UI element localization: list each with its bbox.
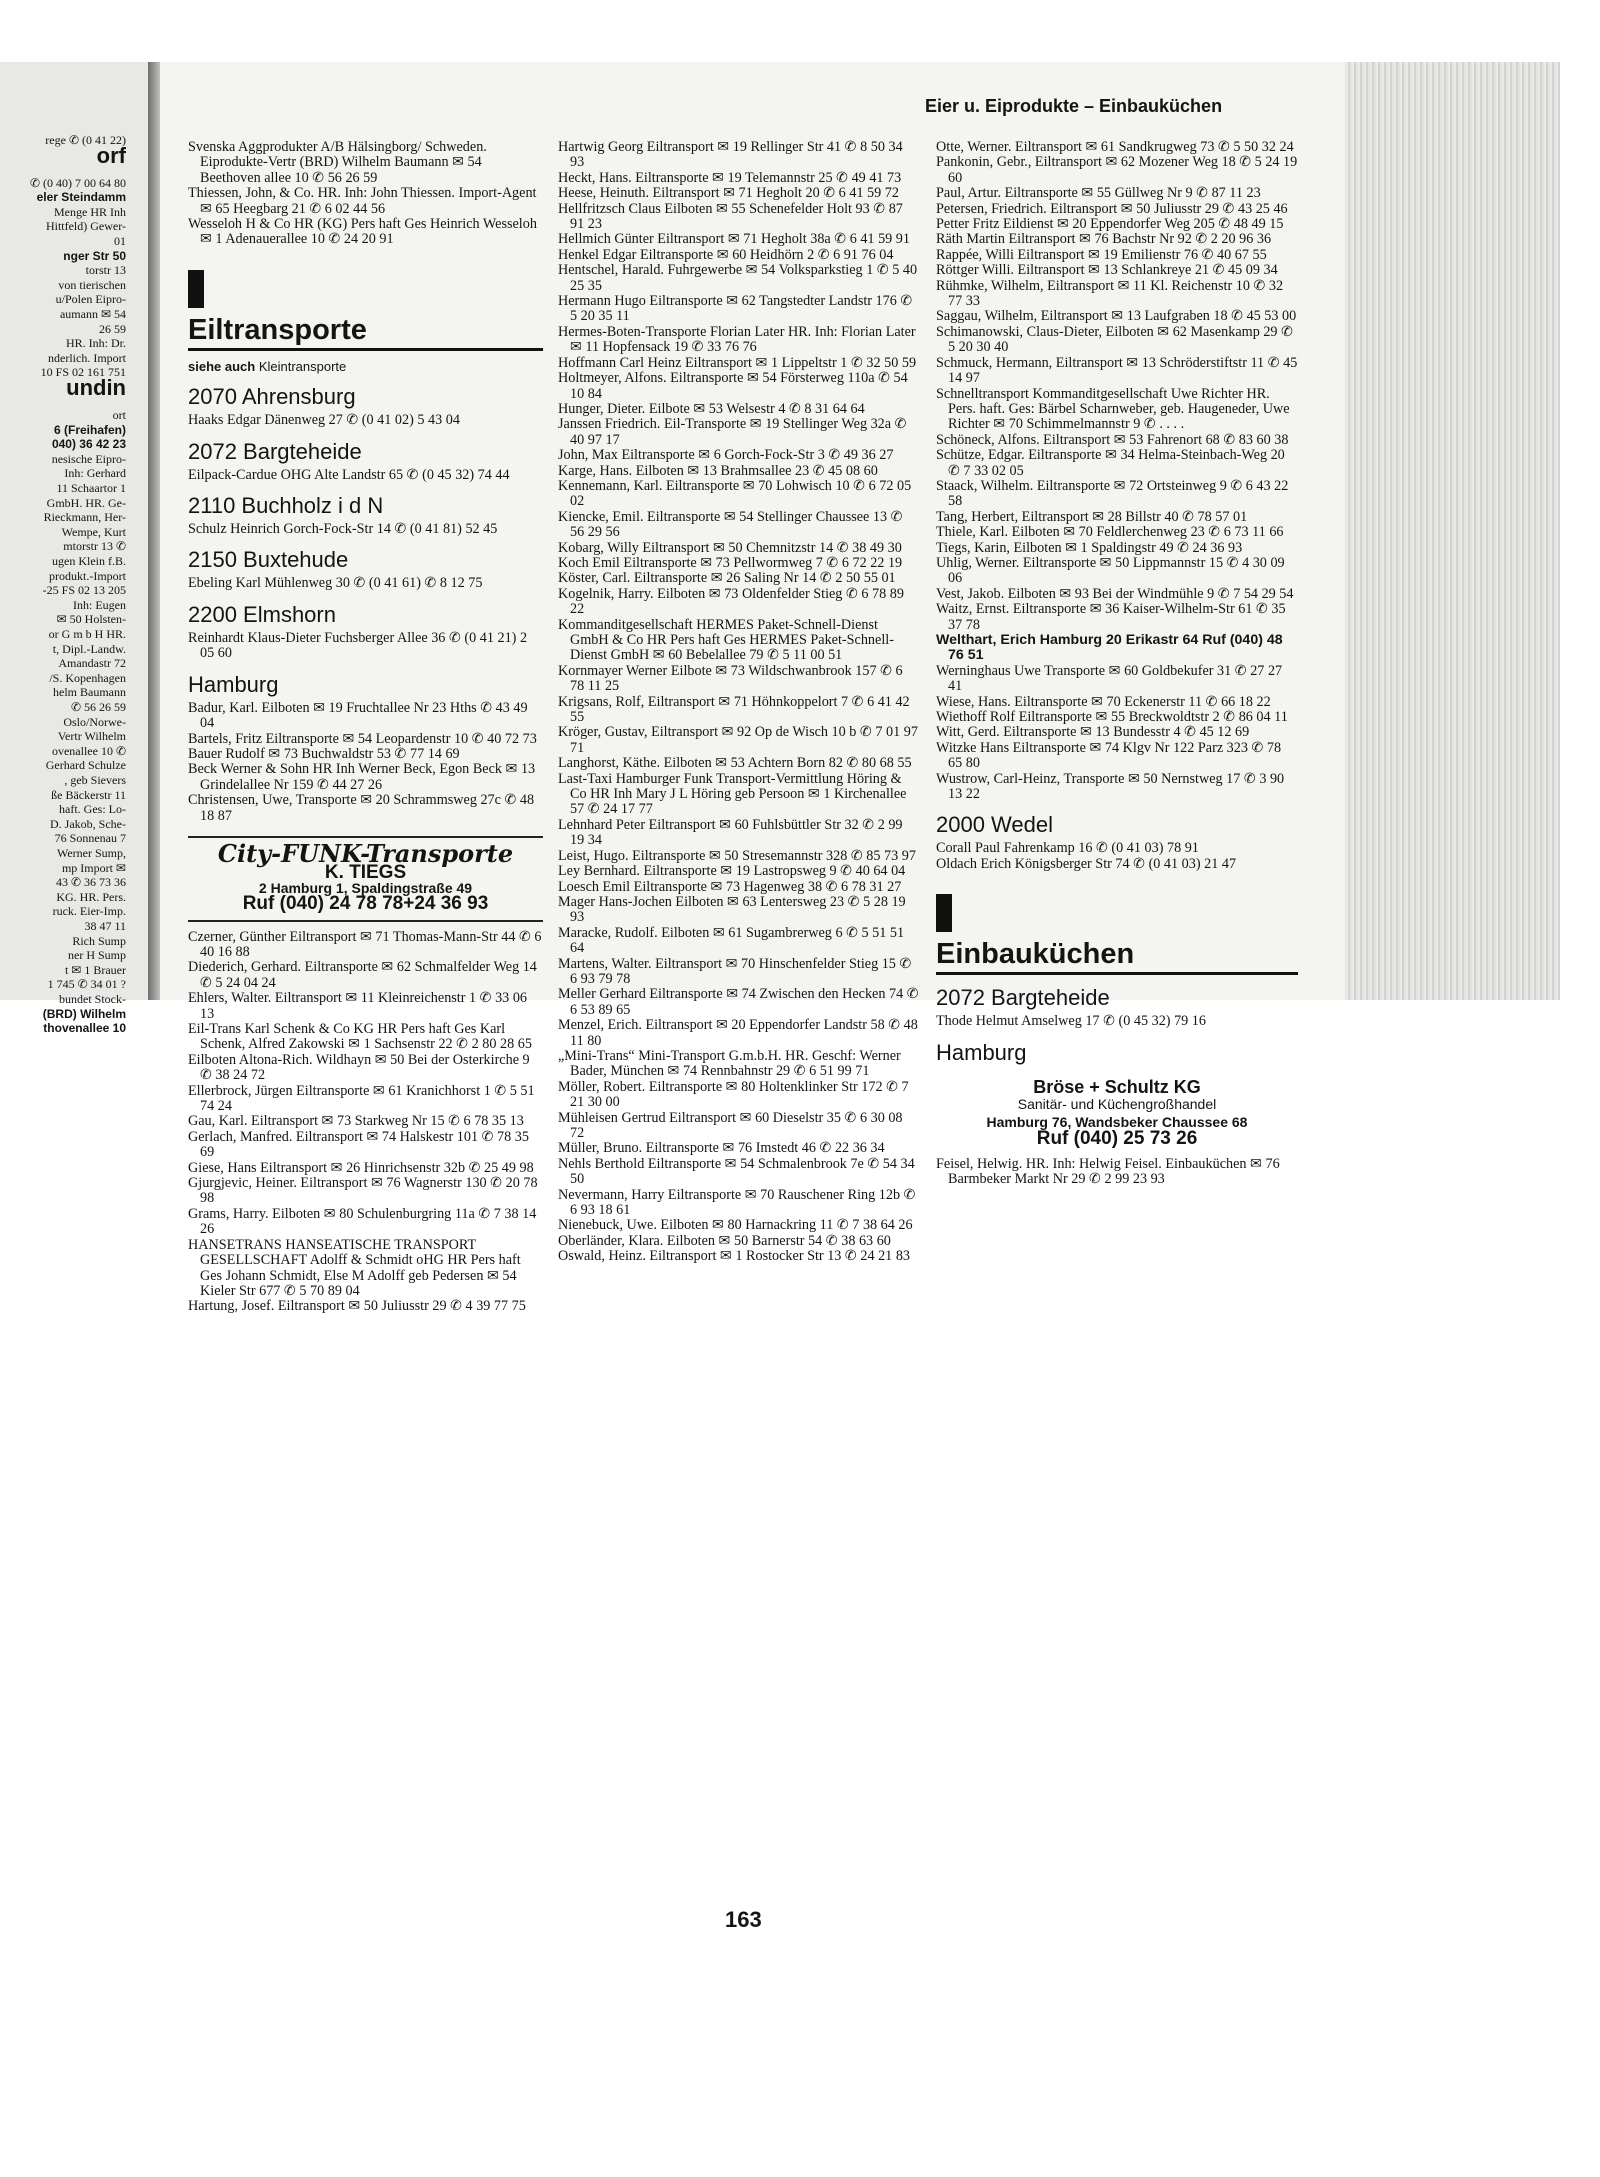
listing-entry: Corall Paul Fahrenkamp 16 ✆ (0 41 03) 78 91 <box>936 840 1199 857</box>
left-page-fragment: nderlich. Import <box>48 350 126 365</box>
listing-entry: Grams, Harry. Eilboten ✉ 80 Schulenburgring 11a ✆ 7 38 14 26 <box>188 1205 537 1238</box>
listing-entry: Kiencke, Emil. Eiltransporte ✉ 54 Stellinger Chaussee 13 ✆ 56 29 56 <box>558 508 903 541</box>
left-page-fragment: , geb Sievers <box>64 773 126 787</box>
left-page-fragment: ner H Sump <box>68 948 126 963</box>
listing-entry: Kröger, Gustav, Eiltransport ✉ 92 Op de Wisch 10 b ✆ 7 01 97 71 <box>558 724 918 756</box>
listing-entry: Feisel, Helwig. HR. Inh: Helwig Feisel. Einbauküchen ✉ 76 Barmbeker Markt Nr 29 ✆ 2 99 23 93 <box>936 1155 1280 1187</box>
left-page-fragment: or G m b H HR. <box>48 627 126 641</box>
entries-after-ad <box>188 930 543 1315</box>
listing-entry: Ehlers, Walter. Eiltransport ✉ 11 Kleinreichenstr 1 ✆ 33 06 13 <box>188 990 528 1022</box>
column-2 <box>558 140 920 1265</box>
city-heading: 2110 Buchholz i d N <box>188 493 384 519</box>
left-page-fragment: Vertr Wilhelm <box>57 729 126 744</box>
left-page-fragment: /S. Kopenhagen <box>49 670 126 685</box>
left-page-fragment: 26 59 <box>99 321 126 336</box>
listing-entry: Witt, Gerd. Eiltransporte ✉ 13 Bundesstr 4 ✆ 45 12 69 <box>936 724 1250 741</box>
page-number: 163 <box>725 1907 762 1932</box>
see-also-prefix: siehe auch <box>188 358 256 374</box>
listing-entry: Nevermann, Harry Eiltransporte ✉ 70 Rauschener Ring 12b ✆ 6 93 18 61 <box>558 1186 916 1219</box>
left-page-fragment: produkt.-Import <box>49 568 126 583</box>
left-page-fragment: ✆ 56 26 59 <box>70 700 126 714</box>
left-page-fragment: ort <box>112 408 126 422</box>
listing-entry: Möller, Robert. Eiltransporte ✉ 80 Holtenklinker Str 172 ✆ 7 21 30 00 <box>558 1078 909 1111</box>
left-page-fragment: GmbH. HR. Ge- <box>46 495 126 510</box>
left-page-fragment: KG. HR. Pers. <box>56 889 126 904</box>
listing-entry: Müller, Bruno. Eiltransporte ✉ 76 Imstedt 46 ✆ 22 36 34 <box>558 1140 885 1157</box>
left-page-fragment: Hittfeld) Gewer- <box>45 219 126 234</box>
city-heading: Hamburg <box>188 671 279 697</box>
listing-entry: Wiethoff Rolf Eiltransporte ✉ 55 Breckwoldtstr 2 ✆ 86 04 11 <box>936 709 1288 726</box>
listing-entry: Räth Martin Eiltransport ✉ 76 Bachstr Nr 92 ✆ 2 20 96 36 <box>936 231 1272 248</box>
left-page-fragment: Oslo/Norwe- <box>63 714 126 729</box>
listing-entry: Heese, Heinuth. Eiltransport ✉ 71 Hegholt 20 ✆ 6 41 59 72 <box>558 185 899 202</box>
column-3 <box>936 140 1298 1187</box>
ad-company: K. TIEGS <box>324 862 407 884</box>
listing-entry: Schöneck, Alfons. Eiltransport ✉ 53 Fahrenort 68 ✆ 83 60 38 <box>936 431 1289 448</box>
left-page <box>0 62 150 1036</box>
left-page-fragment: ovenallee 10 ✆ <box>51 743 126 758</box>
listing-entry: Reinhardt Klaus-Dieter Fuchsberger Allee 36 ✆ (0 41 21) 2 05 60 <box>188 629 528 662</box>
section-title: Eiltransporte <box>188 313 367 346</box>
listing-entry: Thode Helmut Amselweg 17 ✆ (0 45 32) 79 16 <box>936 1013 1206 1030</box>
section-eiltransporte <box>188 270 543 374</box>
bold-listing: Welthart, Erich Hamburg 20 Erikastr 64 Ruf (040) 48 76 51 <box>936 632 1283 664</box>
see-also-link[interactable]: Kleintransporte <box>258 358 347 374</box>
intro-entries <box>188 140 543 248</box>
left-page-fragment: Menge HR Inh <box>54 204 126 219</box>
ad-logo: City-FUNK-Transporte <box>217 838 514 868</box>
listing-entry: Henkel Edgar Eiltransporte ✉ 60 Heidhörn 2 ✆ 6 91 76 04 <box>558 246 894 263</box>
listing-entry: Vest, Jakob. Eilboten ✉ 93 Bei der Windmühle 9 ✆ 7 54 29 54 <box>936 585 1294 602</box>
listing-entry: Hermann Hugo Eiltransporte ✉ 62 Tangstedter Landstr 176 ✆ 5 20 35 11 <box>558 293 913 325</box>
column-2-entries <box>558 140 920 1265</box>
listing-entry: Otte, Werner. Eiltransport ✉ 61 Sandkrugweg 73 ✆ 5 50 32 24 <box>936 139 1294 155</box>
listing-entry: Hellmich Günter Eiltransport ✉ 71 Hegholt 38a ✆ 6 41 59 91 <box>558 231 910 248</box>
left-page-fragment: t, Dipl.-Landw. <box>52 641 126 656</box>
listing-entry: Heckt, Hans. Eiltransporte ✉ 19 Telemannstr 25 ✆ 49 41 73 <box>558 169 902 186</box>
left-page-fragment: rege ✆ (0 41 22) <box>45 133 126 147</box>
listing-entry: Koch Emil Eiltransporte ✉ 73 Pellwormweg 7 ✆ 6 72 22 19 <box>558 554 903 571</box>
advertisement-tiegs <box>188 836 543 922</box>
ad-address: 2 Hamburg 1, Spaldingstraße 49 <box>258 879 473 896</box>
listing-entry: Diederich, Gerhard. Eiltransporte ✉ 62 Schmalfelder Weg 14 ✆ 5 24 04 24 <box>188 959 537 991</box>
section-title: Einbauküchen <box>936 938 1135 971</box>
section-marker <box>188 270 204 308</box>
left-page-fragment: eler Steindamm <box>36 190 126 205</box>
listing-entry: Badur, Karl. Eilboten ✉ 19 Fruchtallee Nr 23 Hths ✆ 43 49 04 <box>188 699 528 732</box>
city-heading-bargteheide: 2072 Bargteheide <box>936 985 1110 1011</box>
city-heading: 2150 Buxtehude <box>188 547 349 573</box>
city-heading: 2070 Ahrensburg <box>188 384 356 410</box>
listing-entry: Röttger Willi. Eiltransport ✉ 13 Schlankreye 21 ✆ 45 09 34 <box>936 262 1278 279</box>
left-page-fragment: mp Import ✉ <box>61 860 126 875</box>
left-page-fragment: HR. Inh: Dr. <box>66 336 126 351</box>
city-heading-wedel: 2000 Wedel <box>936 812 1054 838</box>
wedel-entries <box>936 841 1298 872</box>
left-page-fragment: 38 47 11 <box>84 919 126 933</box>
left-page-fragment: Gerhard Schulze <box>45 758 126 773</box>
ad-phone: Ruf (040) 24 78 78+24 36 93 <box>242 893 489 915</box>
listing-entry: John, Max Eiltransporte ✉ 6 Gorch-Fock-Str 3 ✆ 49 36 27 <box>558 447 894 464</box>
listing-entry: Kornmayer Werner Eilbote ✉ 73 Wildschwanbrook 157 ✆ 6 78 11 25 <box>558 662 903 695</box>
listing-entry: Tang, Herbert, Eiltransport ✉ 28 Billstr 40 ✆ 78 57 01 <box>936 508 1248 525</box>
listing-entry: Petter Fritz Eildienst ✉ 20 Eppendorfer Weg 205 ✆ 48 49 15 <box>936 216 1284 233</box>
listing-entry: Haaks Edgar Dänenweg 27 ✆ (0 41 02) 5 43 04 <box>188 412 460 429</box>
left-page-fragment: 01 <box>114 234 126 248</box>
left-page-fragment: bundet Stock- <box>59 992 126 1006</box>
city-heading-hamburg: Hamburg <box>936 1039 1027 1065</box>
listing-entry: Krigsans, Rolf, Eiltransport ✉ 71 Höhnkoppelort 7 ✆ 6 41 42 55 <box>558 693 910 726</box>
listing-entry: Waitz, Ernst. Eiltransporte ✉ 36 Kaiser-Wilhelm-Str 61 ✆ 35 37 78 <box>936 601 1286 633</box>
listing-entry: Schmuck, Hermann, Eiltransport ✉ 13 Schröderstiftstr 11 ✆ 45 14 97 <box>936 354 1298 387</box>
left-page-fragment: (BRD) Wilhelm <box>42 1006 126 1021</box>
advertisement-broese <box>936 1076 1298 1151</box>
left-page-fragment: Rieckmann, Her- <box>43 510 126 525</box>
listing-entry: Christensen, Uwe, Transporte ✉ 20 Schrammsweg 27c ✆ 48 18 87 <box>188 792 535 824</box>
left-page-fragment: Rich Sump <box>72 933 126 948</box>
left-page-fragment: u/Polen Eipro- <box>55 292 126 307</box>
left-page-fragment: Amandastr 72 <box>58 656 126 671</box>
section-rule <box>936 972 1298 975</box>
city-heading: 2200 Elmshorn <box>188 601 336 627</box>
listing-entry: Staack, Wilhelm. Eiltransporte ✉ 72 Ortsteinweg 9 ✆ 6 43 22 58 <box>936 477 1289 510</box>
left-page-fragment: torstr 13 <box>85 263 126 278</box>
listing-entry: Wustrow, Carl-Heinz, Transporte ✉ 50 Nernstweg 17 ✆ 3 90 13 22 <box>936 770 1285 803</box>
listing-entry: Wesseloh H & Co HR (KG) Pers haft Ges Heinrich Wesseloh ✉ 1 Adenauerallee 10 ✆ 24 20 91 <box>188 216 537 248</box>
left-page-fragment: mtorstr 13 ✆ <box>63 539 126 554</box>
listing-entry: Hartung, Josef. Eiltransport ✉ 50 Juliusstr 29 ✆ 4 39 77 75 <box>188 1298 526 1315</box>
section-rule <box>188 348 543 351</box>
page-stack-edge <box>1345 62 1560 1000</box>
running-head: Eier u. Eiprodukte – Einbauküchen <box>925 96 1223 116</box>
left-page-fragment: Inh: Gerhard <box>64 466 126 481</box>
listing-entry: Eilboten Altona-Rich. Wildhayn ✉ 50 Bei der Osterkirche 9 ✆ 38 24 72 <box>188 1051 530 1084</box>
left-page-fragment: nesische Eipro- <box>51 451 126 466</box>
listing-entry: Schütze, Edgar. Eiltransporte ✉ 34 Helma-Steinbach-Weg 20 ✆ 7 33 02 05 <box>936 447 1285 479</box>
left-page-fragment: t ✉ 1 Brauer <box>64 962 126 977</box>
listing-entry: Mager Hans-Jochen Eilboten ✉ 63 Lentersweg 23 ✆ 5 28 19 93 <box>558 893 906 926</box>
left-page-fragment: haft. Ges: Lo- <box>59 802 126 817</box>
left-page-fragment: aumann ✉ 54 <box>59 307 126 321</box>
left-page-fragment: nger Str 50 <box>63 248 126 263</box>
listing-entry: Nienebuck, Uwe. Eilboten ✉ 80 Harnackring 11 ✆ 7 38 64 26 <box>558 1217 913 1234</box>
listing-entry: Mühleisen Gertrud Eiltransport ✉ 60 Dieselstr 35 ✆ 6 30 08 72 <box>558 1109 903 1141</box>
ad-line-1: Sanitär- und Küchengroßhandel <box>1017 1096 1217 1113</box>
listing-entry: Hellfritzsch Claus Eilboten ✉ 55 Schenefelder Holt 93 ✆ 87 91 23 <box>558 200 903 233</box>
column-3-entries <box>936 140 1298 633</box>
left-page-fragment: 10 FS 02 161 751 <box>40 365 126 380</box>
listing-entry: Gerlach, Manfred. Eiltransport ✉ 74 Halskestr 101 ✆ 78 35 69 <box>188 1128 529 1161</box>
listing-entry: Thiele, Karl. Eilboten ✉ 70 Feldlerchenweg 23 ✆ 6 73 11 66 <box>936 524 1284 541</box>
listing-entry: Ley Bernhard. Eiltransporte ✉ 19 Lastropsweg 9 ✆ 40 64 04 <box>558 863 906 880</box>
listing-entry: Last-Taxi Hamburger Funk Transport-Vermittlung Höring & Co HR Inh Mary J L Höring geb Persoon ✉ 1 Kirchenallee 57 ✆ 24 17 77 <box>558 770 907 818</box>
listing-entry: Hermes-Boten-Transporte Florian Later HR. Inh: Florian Later ✉ 11 Hopfensack 19 ✆ 33 76 76 <box>558 323 916 356</box>
left-page-fragment: ugen Klein f.B. <box>52 554 126 568</box>
listing-entry: Uhlig, Werner. Eiltransporte ✉ 50 Lippmannstr 15 ✆ 4 30 09 06 <box>936 554 1285 587</box>
listing-entry: Giese, Hans Eiltransport ✉ 26 Hinrichsenstr 32b ✆ 25 49 98 <box>188 1159 534 1176</box>
listing-entry: Rappée, Willi Eiltransport ✉ 19 Emilienstr 76 ✆ 40 67 55 <box>936 246 1267 263</box>
section-einbaukuechen <box>936 894 1298 975</box>
ad-company: Bröse + Schultz KG <box>1033 1076 1201 1097</box>
left-page-fragment: undin <box>66 375 126 400</box>
listing-entry: Oldach Erich Königsberger Str 74 ✆ (0 41 03) 21 47 <box>936 855 1237 872</box>
listing-entry: Paul, Artur. Eiltransporte ✉ 55 Güllweg Nr 9 ✆ 87 11 23 <box>936 185 1261 202</box>
left-page-fragment: 43 ✆ 36 73 36 <box>55 875 126 890</box>
listing-entry: Maracke, Rudolf. Eilboten ✉ 61 Sugambrerweg 6 ✆ 5 51 51 64 <box>558 924 905 957</box>
listing-entry: Oswald, Heinz. Eiltransport ✉ 1 Rostocker Str 13 ✆ 24 21 83 <box>558 1248 911 1265</box>
listing-entry: Köster, Carl. Eiltransporte ✉ 26 Saling Nr 14 ✆ 2 50 55 01 <box>558 570 896 587</box>
listing-entry: Nehls Berthold Eiltransporte ✉ 54 Schmalenbrook 7e ✆ 54 34 50 <box>558 1155 915 1188</box>
listing-entry: Menzel, Erich. Eiltransport ✉ 20 Eppendorfer Landstr 58 ✆ 48 11 80 <box>558 1017 918 1049</box>
left-page-fragment: Werner Sump, <box>56 846 126 860</box>
left-page-fragment: ✆ (0 40) 7 00 64 80 <box>29 175 126 190</box>
listing-entry: Oberländer, Klara. Eilboten ✉ 50 Barnerstr 54 ✆ 38 63 60 <box>558 1232 891 1249</box>
listing-entry: Saggau, Wilhelm, Eiltransport ✉ 13 Laufgraben 18 ✆ 45 53 00 <box>936 308 1297 325</box>
left-page-fragment: ße Bäckerstr 11 <box>51 787 126 802</box>
listing-entry: Kommanditgesellschaft HERMES Paket-Schnell-Dienst GmbH & Co HR Pers haft Ges HERMES Paket-Schnell-Dienst GmbH ✉ 60 Bebelallee 79 ✆ 5 11 00 51 <box>558 616 894 664</box>
section-marker <box>936 894 952 932</box>
listing-entry: Witzke Hans Eiltransporte ✉ 74 Klgv Nr 122 Parz 323 ✆ 78 65 80 <box>936 739 1282 772</box>
listing-entry: Hartwig Georg Eiltransport ✉ 19 Rellinger Str 41 ✆ 8 50 34 93 <box>558 139 903 171</box>
left-page-fragment: 76 Sonnenau 7 <box>54 831 126 846</box>
left-page-fragment: Inh: Eugen <box>73 597 126 612</box>
left-page-fragment: -25 FS 02 13 205 <box>42 583 126 598</box>
left-page-fragment: ruck. Eier-Imp. <box>52 904 126 919</box>
column-1 <box>188 140 543 1315</box>
left-page-fragment: helm Baumann <box>53 685 126 700</box>
left-page-fragment: 6 (Freihafen) <box>53 422 126 437</box>
left-page-fragment: 040) 36 42 23 <box>51 437 126 452</box>
listing-entry: Wiese, Hans. Eiltransporte ✉ 70 Eckenerstr 11 ✆ 66 18 22 <box>936 693 1271 710</box>
listing-entry: Ellerbrock, Jürgen Eiltransporte ✉ 61 Kranichhorst 1 ✆ 5 51 74 24 <box>188 1082 535 1115</box>
left-page-fragment: Wempe, Kurt <box>61 524 126 539</box>
listing-entry: Langhorst, Käthe. Eilboten ✉ 53 Achtern Born 82 ✆ 80 68 55 <box>558 755 912 772</box>
see-also <box>188 359 543 374</box>
listing-entry: Loesch Emil Eiltransporte ✉ 73 Hagenweg 38 ✆ 6 78 31 27 <box>558 878 902 895</box>
left-page-fragment: 1 745 ✆ 34 01 ? <box>47 977 126 992</box>
listing-entry: Lehnhard Peter Eiltransport ✉ 60 Fuhlsbüttler Str 32 ✆ 2 99 19 34 <box>558 816 903 849</box>
listing-entry: Eilpack-Cardue OHG Alte Landstr 65 ✆ (0 45 32) 74 44 <box>188 466 510 483</box>
ad-phone: Ruf (040) 25 73 26 <box>1036 1128 1198 1150</box>
listing-entry: Werninghaus Uwe Transporte ✉ 60 Goldbekufer 31 ✆ 27 27 41 <box>936 662 1283 695</box>
listing-entry: Hunger, Dieter. Eilbote ✉ 53 Welsestr 4 ✆ 8 31 64 64 <box>558 400 865 417</box>
listing-entry: Tiegs, Karin, Eilboten ✉ 1 Spaldingstr 49 ✆ 24 36 93 <box>936 539 1243 556</box>
left-page-fragment: orf <box>96 142 126 168</box>
listing-entry: Gjurgjevic, Heiner. Eiltransport ✉ 76 Wagnerstr 130 ✆ 20 78 98 <box>188 1175 538 1207</box>
listing-entry: Leist, Hugo. Eiltransporte ✉ 50 Stresemannstr 328 ✆ 85 73 97 <box>558 847 916 864</box>
listing-entry: Kobarg, Willy Eiltransport ✉ 50 Chemnitzstr 14 ✆ 38 49 30 <box>558 539 902 556</box>
listing-entry: Schnelltransport Kommanditgesellschaft Uwe Richter HR. Pers. haft. Ges: Bärbel Scharnweber, geb. Haugeneder, Uwe Richter ✉ 70 Schimmelmannstr 9 ✆ . . . . <box>936 385 1290 433</box>
listing-entry: Petersen, Friedrich. Eiltransport ✉ 50 Juliusstr 29 ✆ 43 25 46 <box>936 200 1288 217</box>
left-page-fragment: D. Jakob, Sche- <box>50 816 126 831</box>
listing-entry: Bauer Rudolf ✉ 73 Buchwaldstr 53 ✆ 77 14 69 <box>188 745 460 762</box>
listing-entry: Karge, Hans. Eilboten ✉ 13 Brahmsallee 23 ✆ 45 08 60 <box>558 462 878 479</box>
listing-entry: Ebeling Karl Mühlenweg 30 ✆ (0 41 61) ✆ 8 12 75 <box>188 575 483 592</box>
left-page-fragment: von tierischen <box>58 277 126 292</box>
listing-entry: Schimanowski, Claus-Dieter, Eilboten ✉ 62 Masenkamp 29 ✆ 5 20 30 40 <box>936 323 1293 356</box>
bargteheide-entries <box>936 1014 1298 1029</box>
listing-entry: Kennemann, Karl. Eiltransporte ✉ 70 Lohwisch 10 ✆ 6 72 05 02 <box>558 477 912 510</box>
listing-entry: Thiessen, John, & Co. HR. Inh: John Thiessen. Import-Agent ✉ 65 Heegbarg 21 ✆ 6 02 44 56 <box>188 185 537 217</box>
city-heading: 2072 Bargteheide <box>188 438 362 464</box>
listing-entry: Kogelnik, Harry. Eilboten ✉ 73 Oldenfelder Stieg ✆ 6 78 89 22 <box>558 585 904 618</box>
listing-entry: Czerner, Günther Eiltransport ✉ 71 Thomas-Mann-Str 44 ✆ 6 40 16 88 <box>188 928 542 960</box>
ad-line-2: Hamburg 76, Wandsbeker Chaussee 68 <box>986 1114 1248 1131</box>
listing-entry: Hentschel, Harald. Fuhrgewerbe ✉ 54 Volksparkstieg 1 ✆ 5 40 25 35 <box>558 262 918 294</box>
listing-entry: „Mini-Trans“ Mini-Transport G.m.b.H. HR. Geschf: Werner Bader, München ✉ 74 Rennbahnstr 29 ✆ 6 51 99 71 <box>558 1047 901 1080</box>
left-page-fragment: thovenallee 10 <box>43 1021 126 1036</box>
listing-entry: Svenska Aggprodukter A/B Hälsingborg/ Schweden. Eiprodukte-Vertr (BRD) Wilhelm Baumann ✉ 54 Beethoven allee 10 ✆ 56 26 59 <box>188 139 487 186</box>
left-page-fragment: ✉ 50 Holsten- <box>56 612 126 627</box>
listing-entry: Gau, Karl. Eiltransport ✉ 73 Starkweg Nr 15 ✆ 6 78 35 13 <box>188 1113 524 1130</box>
listing-entry: Janssen Friedrich. Eil-Transporte ✉ 19 Stellinger Weg 32a ✆ 40 97 17 <box>558 416 907 448</box>
listing-entry: Bartels, Fritz Eiltransporte ✉ 54 Leopardenstr 10 ✆ 40 72 73 <box>188 730 537 747</box>
listing-entry: Meller Gerhard Eiltransporte ✉ 74 Zwischen den Hecken 74 ✆ 6 53 89 65 <box>558 986 919 1018</box>
listing-entry: Martens, Walter. Eiltransport ✉ 70 Hinschenfelder Stieg 15 ✆ 6 93 79 78 <box>558 955 912 987</box>
listing-entry: Holtmeyer, Alfons. Eiltransporte ✉ 54 Försterweg 110a ✆ 54 10 84 <box>558 370 908 402</box>
column-3-entries-after <box>936 664 1298 803</box>
listing-entry: Pankonin, Gebr., Eiltransport ✉ 62 Mozener Weg 18 ✆ 5 24 19 60 <box>936 154 1298 186</box>
city-groups <box>188 384 543 824</box>
left-page-fragment: 11 Schaartor 1 <box>56 481 126 495</box>
listing-entry: Schulz Heinrich Gorch-Fock-Str 14 ✆ (0 41 81) 52 45 <box>188 521 498 538</box>
listing-entry: Beck Werner & Sohn HR Inh Werner Beck, Egon Beck ✉ 13 Grindelallee Nr 159 ✆ 44 27 26 <box>188 761 536 793</box>
listing-entry: Rühmke, Wilhelm, Eiltransport ✉ 11 Kl. Reichenstr 10 ✆ 32 77 33 <box>936 277 1284 310</box>
listing-entry: HANSETRANS HANSEATISCHE TRANSPORT GESELLSCHAFT Adolff & Schmidt oHG HR Pers haft Ges Johann Schmidt, Else M Adolff geb Pedersen ✉ 54 Kieler Str 677 ✆ 5 70 89 04 <box>188 1236 521 1299</box>
listing-entry: Hoffmann Carl Heinz Eiltransport ✉ 1 Lippeltstr 1 ✆ 32 50 59 <box>558 354 917 371</box>
listing-entry: Eil-Trans Karl Schenk & Co KG HR Pers haft Ges Karl Schenk, Alfred Zakowski ✉ 1 Sachsenstr 22 ✆ 2 80 28 65 <box>188 1021 532 1053</box>
